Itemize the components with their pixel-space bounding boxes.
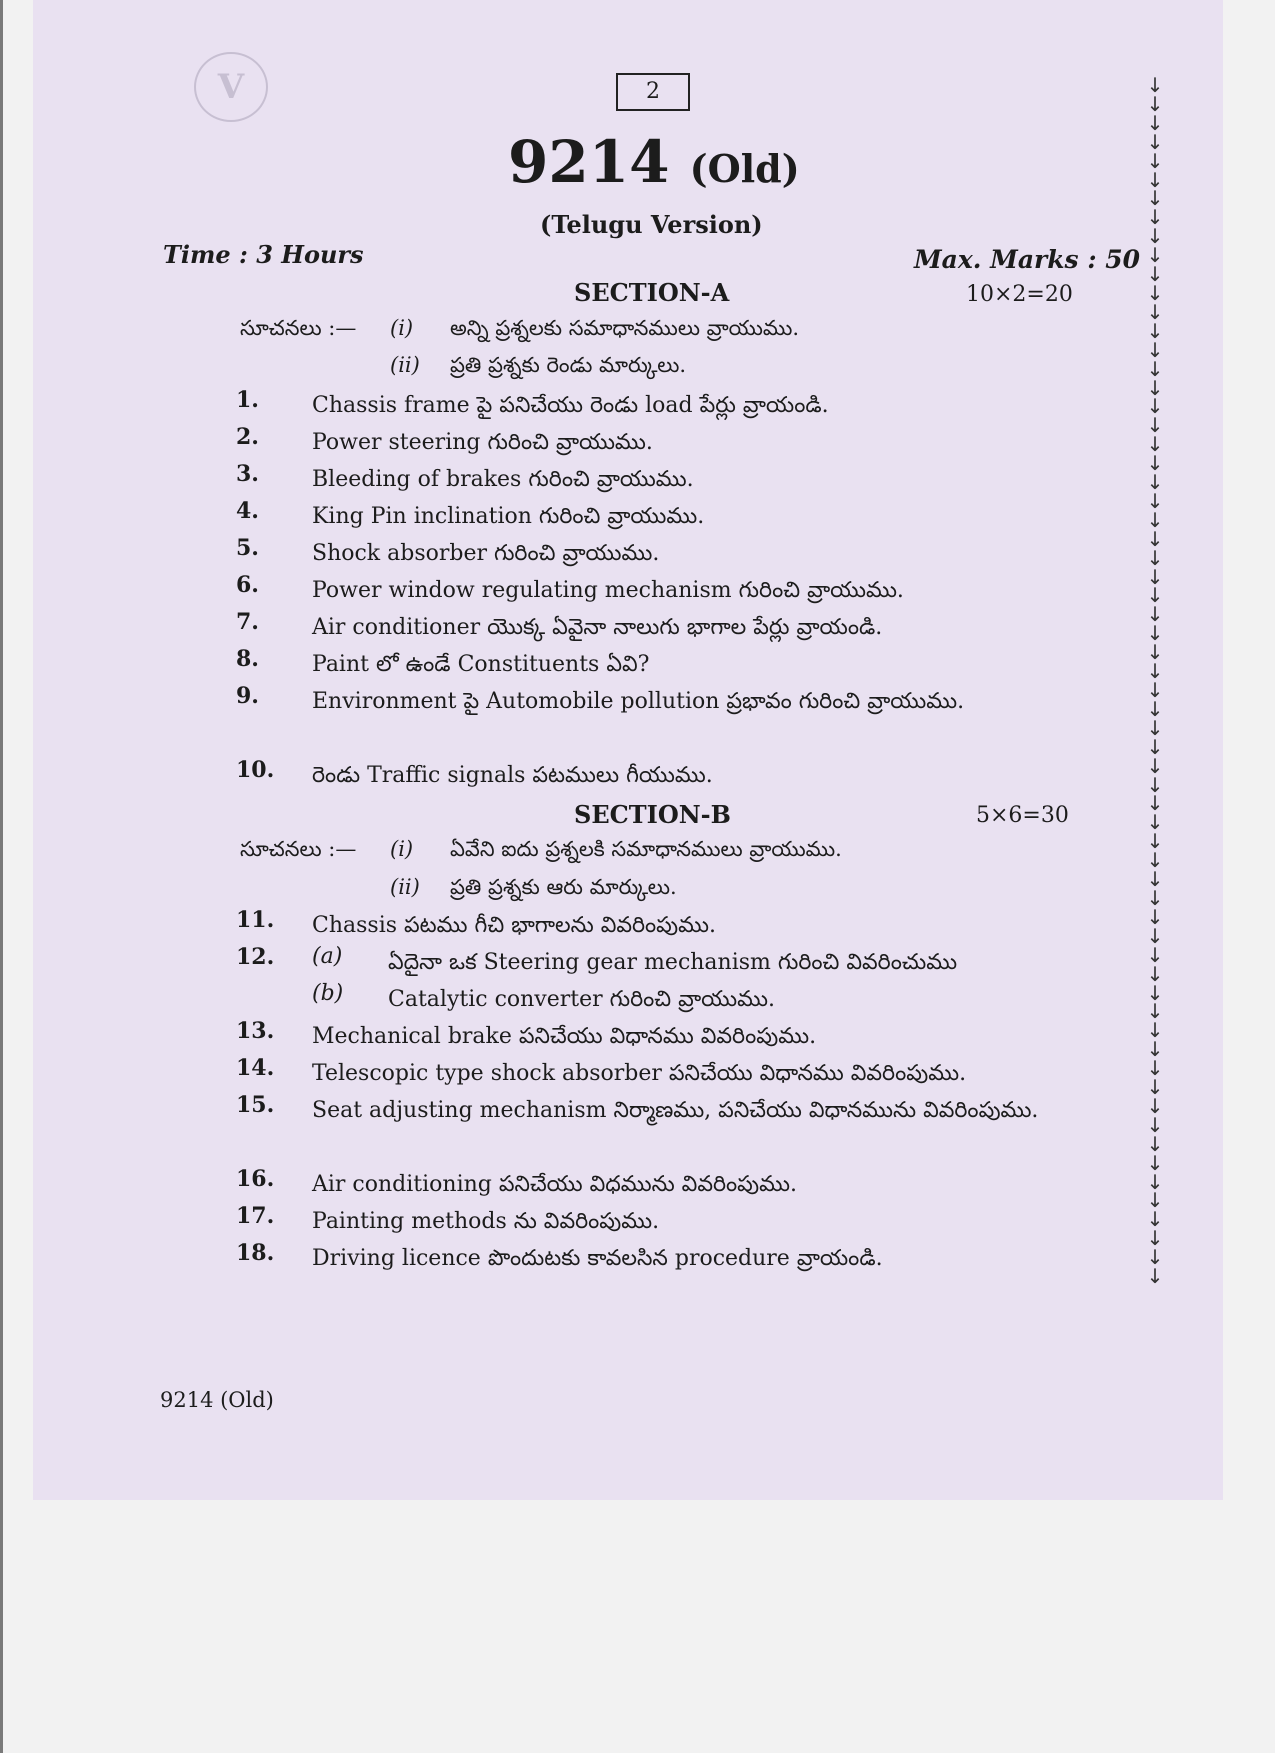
- paper-code-number: 9214: [508, 128, 670, 196]
- note-sub-label: (i): [390, 837, 414, 861]
- question-text: Driving licence పొందుటకు కావలసిన procedure వ్రాయండి.: [312, 1246, 883, 1271]
- question-text: Telescopic type shock absorber పనిచేయు విధానము వివరింపుము.: [312, 1061, 967, 1086]
- question-number: 14.: [236, 1055, 275, 1081]
- max-marks: Max. Marks : 50: [914, 245, 1141, 274]
- question-row: [236, 944, 1088, 981]
- question-text: Air conditioner యొక్క ఏవైనా నాలుగు భాగాల పేర్లు వ్రాయండి.: [312, 615, 883, 640]
- question-text: Bleeding of brakes గురించి వ్రాయుము.: [312, 467, 694, 492]
- margin-arrow-column: ↓ ↓ ↓ ↓ ↓ ↓ ↓ ↓ ↓ ↓ ↓ ↓ ↓ ↓ ↓ ↓ ↓ ↓ ↓ ↓ ↓ ↓ ↓ ↓ ↓ ↓ ↓ ↓ ↓ ↓ ↓ ↓ ↓ ↓ ↓ ↓ ↓ ↓ ↓ ↓ ↓ ↓ ↓ ↓ ↓ ↓ ↓ ↓ ↓ ↓ ↓ ↓ ↓ ↓ ↓ ↓ ↓ ↓ ↓ ↓ ↓ ↓ ↓ ↓: [1146, 73, 1164, 1289]
- question-number: 13.: [236, 1018, 275, 1044]
- question-row: [236, 646, 1132, 683]
- question-row: [236, 1018, 1132, 1055]
- question-number: 18.: [236, 1240, 275, 1266]
- note-text: ఏవేని ఐదు ప్రశ్నలకి సమాధానములు వ్రాయుము.: [450, 837, 842, 861]
- note-label: సూచనలు :—: [240, 837, 357, 861]
- question-number: 7.: [236, 609, 259, 635]
- section-b-note-1: [240, 837, 842, 867]
- question-text: Chassis frame పై పనిచేయు రెండు load పేర్లు వ్రాయండి.: [312, 393, 829, 418]
- section-a-title: SECTION-A: [574, 278, 730, 307]
- question-number: 15.: [236, 1092, 275, 1118]
- question-row: [236, 387, 1132, 424]
- faded-emblem: V: [194, 52, 268, 122]
- question-number: 2.: [236, 424, 259, 450]
- question-row: [236, 1166, 1132, 1203]
- paper-code: [508, 128, 800, 196]
- note-text: ప్రతి ప్రశ్నకు ఆరు మార్కులు.: [450, 875, 677, 899]
- section-b-note-2: [240, 875, 677, 905]
- section-b-title: SECTION-B: [574, 800, 731, 829]
- question-text: Mechanical brake పనిచేయు విధానము వివరింపుము.: [312, 1024, 817, 1049]
- sub-question-label: (a): [312, 944, 343, 969]
- question-text: Power window regulating mechanism గురించి వ్రాయుము.: [312, 578, 904, 603]
- question-number: 8.: [236, 646, 259, 672]
- question-text: Catalytic converter గురించి వ్రాయుము.: [388, 987, 775, 1012]
- question-text: రెండు Traffic signals పటములు గీయుము.: [312, 763, 713, 788]
- question-row: [236, 424, 1132, 461]
- question-number: 1.: [236, 387, 259, 413]
- question-number: 4.: [236, 498, 259, 524]
- question-text: Seat adjusting mechanism నిర్మాణము, పనిచేయు విధానమును వివరింపుము.: [312, 1098, 1039, 1123]
- section-b-marks: 5×6=30: [976, 803, 1069, 828]
- question-text: King Pin inclination గురించి వ్రాయుము.: [312, 504, 705, 529]
- question-row: [236, 757, 1132, 794]
- question-row: [236, 1092, 1132, 1129]
- question-text: Power steering గురించి వ్రాయుము.: [312, 430, 653, 455]
- note-sub-label: (ii): [390, 353, 420, 377]
- question-number: 16.: [236, 1166, 275, 1192]
- question-number: 10.: [236, 757, 275, 783]
- question-number: 12.: [236, 944, 275, 970]
- note-text: అన్ని ప్రశ్నలకు సమాధానములు వ్రాయుము.: [450, 316, 800, 340]
- question-row: [236, 1240, 1132, 1277]
- question-row: [236, 1203, 1132, 1240]
- question-text: Paint లో ఉండే Constituents ఏవి?: [312, 652, 650, 677]
- question-text: Chassis పటము గీచి భాగాలను వివరింపుము.: [312, 913, 717, 938]
- question-number: 11.: [236, 907, 275, 933]
- section-a-note-2: [240, 353, 686, 383]
- question-number: 6.: [236, 572, 259, 598]
- question-number: 9.: [236, 683, 259, 709]
- question-row: [236, 498, 1132, 535]
- question-text: Air conditioning పనిచేయు విధమును వివరింపుము.: [312, 1172, 797, 1197]
- question-number: 5.: [236, 535, 259, 561]
- question-text: ఏదైనా ఒక Steering gear mechanism గురించి వివరించుము: [388, 950, 958, 975]
- question-row: [312, 981, 1088, 1018]
- section-a-marks: 10×2=20: [966, 282, 1073, 307]
- question-row: [236, 572, 1132, 609]
- footer-paper-code: 9214 (Old): [160, 1388, 274, 1412]
- scan-edge: [0, 0, 3, 1753]
- question-number: 3.: [236, 461, 259, 487]
- question-text: Painting methods ను వివరింపుము.: [312, 1209, 660, 1234]
- question-text: Environment పై Automobile pollution ప్రభావం గురించి వ్రాయుము.: [312, 689, 965, 714]
- question-row: [236, 683, 1132, 720]
- section-a-note-1: [240, 316, 799, 346]
- question-row: [236, 535, 1132, 572]
- note-text: ప్రతి ప్రశ్నకు రెండు మార్కులు.: [450, 353, 687, 377]
- question-row: [236, 1055, 1132, 1092]
- note-label: సూచనలు :—: [240, 316, 357, 340]
- note-sub-label: (i): [390, 316, 414, 340]
- question-row: [236, 907, 1132, 944]
- time-allowed: Time : 3 Hours: [163, 240, 364, 269]
- question-row: [236, 609, 1132, 646]
- question-row: [236, 461, 1132, 498]
- version-label: (Telugu Version): [540, 210, 763, 239]
- page-number-box: 2: [616, 73, 690, 111]
- sub-question-label: (b): [312, 981, 344, 1006]
- paper-code-suffix: (Old): [689, 146, 800, 191]
- question-number: 17.: [236, 1203, 275, 1229]
- question-text: Shock absorber గురించి వ్రాయుము.: [312, 541, 660, 566]
- note-sub-label: (ii): [390, 875, 420, 899]
